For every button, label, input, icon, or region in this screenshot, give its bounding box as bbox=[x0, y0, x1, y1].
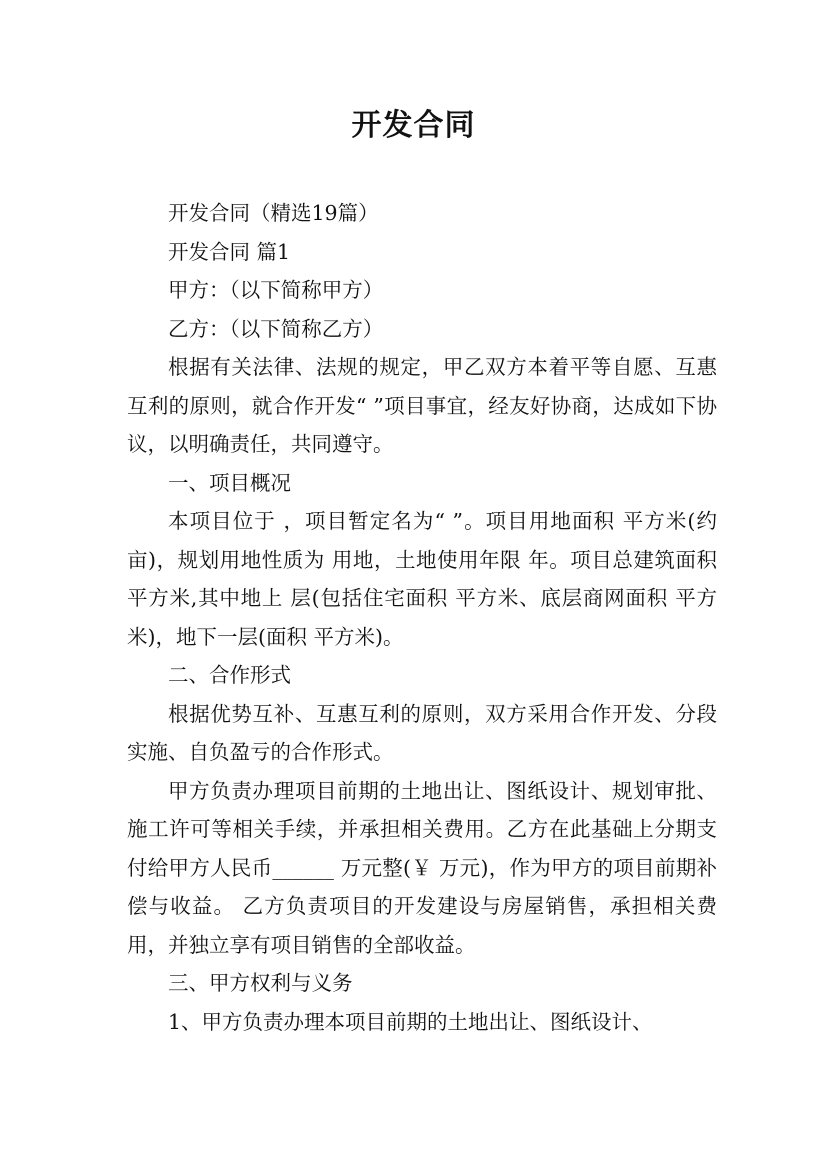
paragraph-collection-title: 开发合同（精选19篇） bbox=[168, 201, 379, 225]
paragraph-party-a-item-1: 1、甲方负责办理本项目前期的土地出让、图纸设计、 bbox=[168, 1009, 653, 1034]
paragraph-responsibilities: 甲方负责办理项目前期的土地出让、图纸设计、规划审批、施工许可等相关手续，并承担相关费用。乙方在此基础上分期支付给甲方人民币______ 万元整(￥ 万元)，作为甲方的项目前期补偿与收益。 乙方负责项目的开发建设与房屋销售，承担相关费用，并独立享有项目销售的全部收益。 bbox=[127, 778, 717, 957]
section-heading-project-overview: 一、项目概况 bbox=[168, 470, 291, 495]
section-heading-cooperation-form: 二、合作形式 bbox=[168, 663, 291, 687]
section-heading-party-a-rights: 三、甲方权利与义务 bbox=[168, 971, 353, 995]
paragraph-article-heading: 开发合同 篇1 bbox=[168, 239, 291, 264]
paragraph-cooperation-form: 根据优势互补、互惠互利的原则，双方采用合作开发、分段实施、自负盈亏的合作形式。 bbox=[127, 701, 717, 764]
paragraph-party-b: 乙方：（以下简称乙方） bbox=[168, 316, 384, 341]
paragraph-party-a: 甲方：（以下简称甲方） bbox=[168, 278, 384, 302]
document-body bbox=[127, 194, 717, 1041]
paragraph-project-overview: 本项目位于 ，项目暂定名为“ ”。项目用地面积 平方米(约 亩)，规划用地性质为 用地，土地使用年限 年。项目总建筑面积 平方米,其中地上 层(包括住宅面积 平方米、底层商网面积 平方米)，地下一层(面积 平方米)。 bbox=[127, 509, 717, 649]
document-title: 开发合同 bbox=[351, 108, 476, 143]
paragraph-preamble: 根据有关法律、法规的规定，甲乙双方本着平等自愿、互惠互利的原则，就合作开发“ ”项目事宜，经友好协商，达成如下协议，以明确责任，共同遵守。 bbox=[127, 355, 717, 456]
